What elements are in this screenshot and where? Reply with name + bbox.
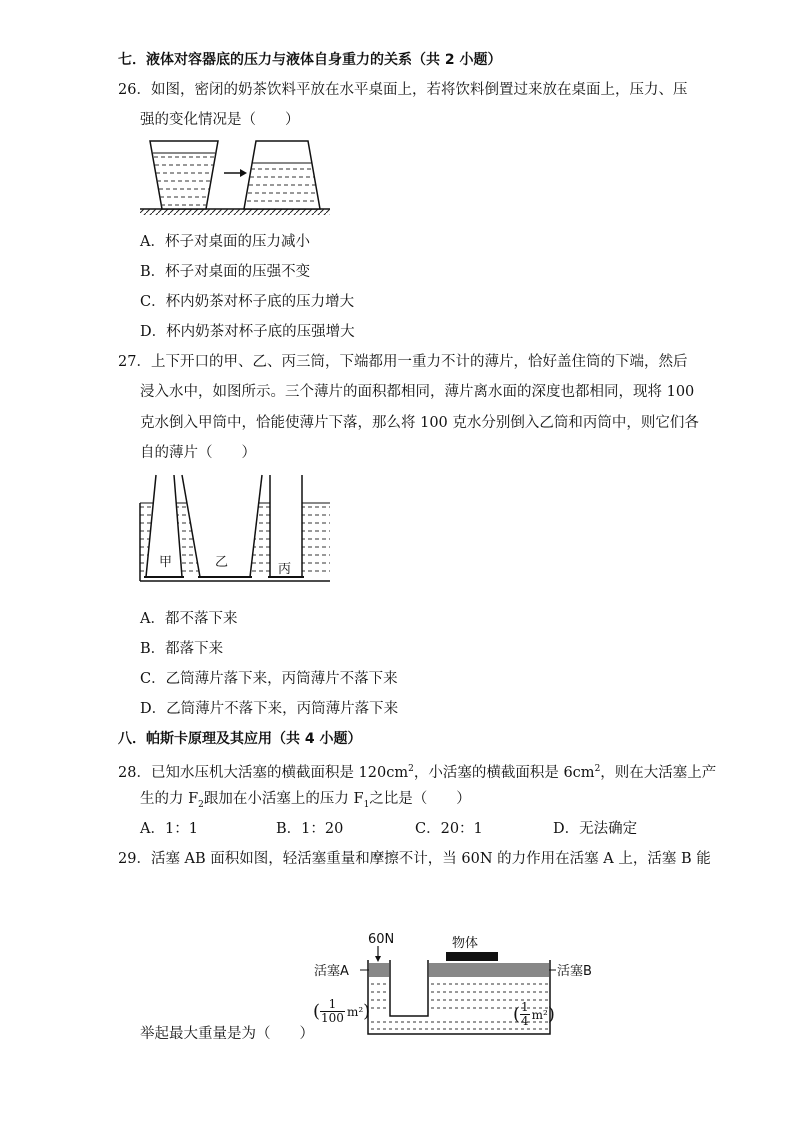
q29-text-line1: 29．活塞 AB 面积如图，轻活塞重量和摩擦不计，当 60N 的力作用在活塞 A 上，活塞 B 能 xyxy=(118,851,711,867)
q27-option-d: D．乙筒薄片不落下来，丙筒薄片落下来 xyxy=(140,701,399,717)
q27-option-b: B．都落下来 xyxy=(140,641,224,657)
q29-piston-a-label: 活塞A xyxy=(314,964,349,979)
q28-text-line1: 28．已知水压机大活塞的横截面积是 $120cm^2$，小活塞的横截面积是 $6cm^2$，则在大活塞上产 xyxy=(118,764,717,781)
q29-object-label: 物体 xyxy=(452,936,479,951)
q29-piston-b-label: 活塞B xyxy=(557,964,592,979)
q26-figure-cups xyxy=(140,135,330,217)
q27-label-bing: 丙 xyxy=(278,562,292,577)
q28-text-line2: 生的力 $F_2$跟加在小活塞上的压力 $F_1$之比是（ ） xyxy=(140,791,471,810)
q26-option-c: C．杯内奶茶对杯子底的压力增大 xyxy=(140,294,355,310)
q29-force-label: 60N xyxy=(368,932,395,947)
q26-option-b: B．杯子对桌面的压强不变 xyxy=(140,264,311,280)
section-7-title: 七．液体对容器底的压力与液体自身重力的关系（共 2 小题） xyxy=(118,52,502,68)
q29-area-a: ( 1 100 m² ) xyxy=(313,997,371,1025)
q27-text-line3: 克水倒入甲筒中，恰能使薄片下落，那么将 100 克水分别倒入乙筒和丙筒中，则它们各 xyxy=(140,415,699,431)
q28-option-d: D．无法确定 xyxy=(553,821,638,837)
q28-option-b: B．1：20 xyxy=(276,821,344,837)
q28-option-c: C．20：1 xyxy=(415,821,483,837)
section-8-title: 八．帕斯卡原理及其应用（共 4 小题） xyxy=(118,731,362,747)
q27-text-line2: 浸入水中，如图所示。三个薄片的面积都相同，薄片离水面的深度也都相同，现将 100 xyxy=(140,384,695,400)
q26-text-line2: 强的变化情况是（ ） xyxy=(140,112,300,128)
q29-area-b: ( 1 4 m² ) xyxy=(513,1000,555,1028)
q28-option-a: A．1：1 xyxy=(140,821,198,837)
q27-text-line1: 27．上下开口的甲、乙、丙三筒，下端都用一重力不计的薄片，恰好盖住筒的下端，然后 xyxy=(118,354,688,370)
q29-text-line2: 举起最大重量是为（ ） xyxy=(140,1026,314,1042)
q26-option-d: D．杯内奶茶对杯子底的压强增大 xyxy=(140,324,355,340)
q26-option-a: A．杯子对桌面的压力减小 xyxy=(140,234,310,250)
q27-label-jia: 甲 xyxy=(159,555,173,570)
q27-text-line4: 自的薄片（ ） xyxy=(140,445,256,461)
q27-option-a: A．都不落下来 xyxy=(140,611,238,627)
q27-label-yi: 乙 xyxy=(215,555,229,570)
q26-text-line1: 26．如图，密闭的奶茶饮料平放在水平桌面上，若将饮料倒置过来放在桌面上，压力、压 xyxy=(118,82,688,98)
q27-option-c: C．乙筒薄片落下来，丙筒薄片不落下来 xyxy=(140,671,398,687)
